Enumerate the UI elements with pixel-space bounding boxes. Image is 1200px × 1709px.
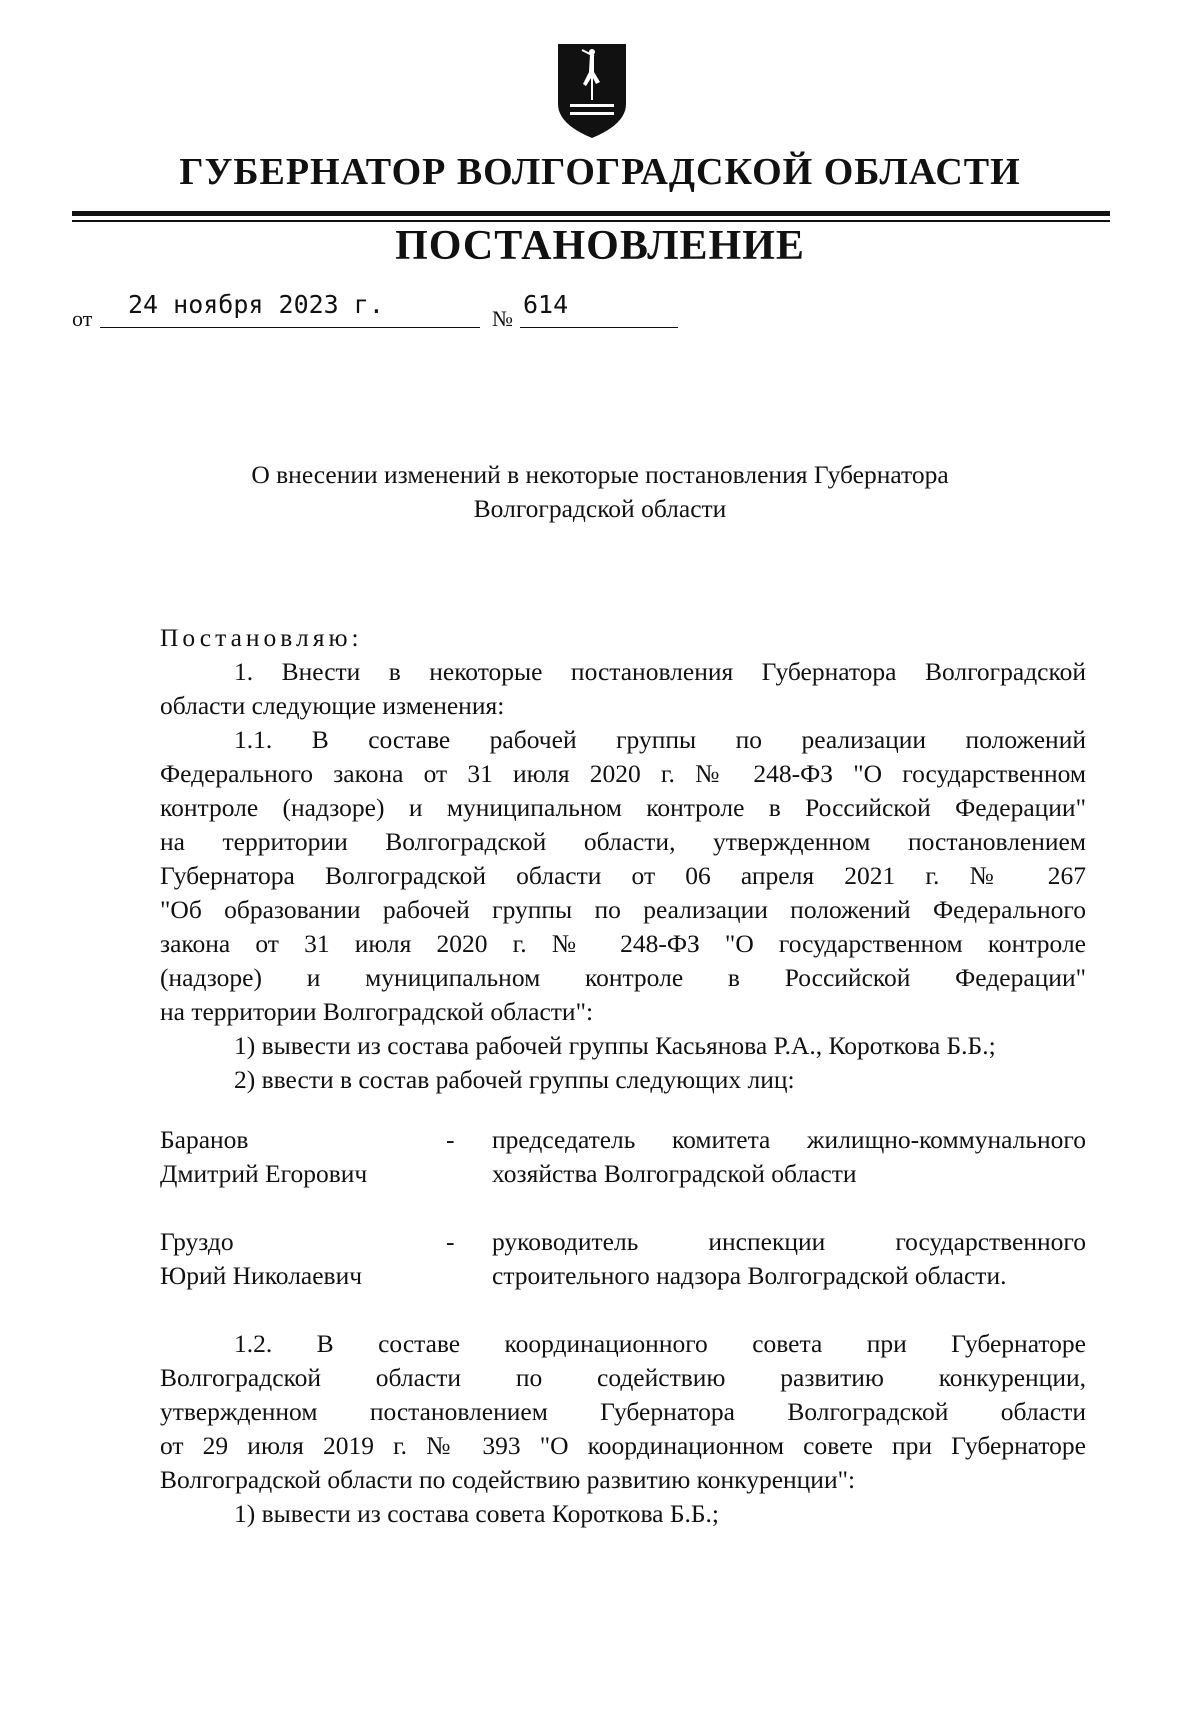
person-name: Юрий Николаевич bbox=[160, 1261, 363, 1290]
paragraph-line: (надзоре) и муниципальном контроле в Российской Федерации" bbox=[160, 963, 1086, 992]
number-label: № bbox=[492, 306, 513, 331]
paragraph-line: Федерального закона от 31 июля 2020 г. № 248-ФЗ "О государственном bbox=[160, 759, 1086, 788]
number-value: 614 bbox=[523, 290, 569, 319]
authority-title: ГУБЕРНАТОР ВОЛГОГРАДСКОЙ ОБЛАСТИ bbox=[179, 151, 1021, 193]
person-role: хозяйства Волгоградской области bbox=[492, 1159, 857, 1188]
number-underline bbox=[520, 327, 678, 328]
paragraph-line: области следующие изменения: bbox=[160, 691, 505, 720]
volgograd-coat-of-arms-icon bbox=[556, 42, 628, 140]
person-role: председатель комитета жилищно-коммунального bbox=[492, 1125, 1086, 1154]
paragraph-line: на территории Волгоградской области, утвержденном постановлением bbox=[160, 827, 1086, 856]
paragraph-line: на территории Волгоградской области": bbox=[160, 997, 594, 1026]
person-name: Дмитрий Егорович bbox=[160, 1159, 368, 1188]
paragraph-line: 1. Внести в некоторые постановления Губернатора Волгоградской bbox=[234, 657, 1086, 686]
person-role: руководитель инспекции государственного bbox=[492, 1227, 1086, 1256]
person-surname: Груздо bbox=[160, 1227, 234, 1256]
paragraph-line: закона от 31 июля 2020 г. № 248-ФЗ "О государственном контроле bbox=[160, 929, 1086, 958]
person-entry bbox=[160, 1123, 1086, 1191]
paragraph-line: 1.1. В составе рабочей группы по реализации положений bbox=[234, 725, 1086, 754]
paragraph-line: Губернатора Волгоградской области от 06 апреля 2021 г. № 267 bbox=[160, 861, 1086, 890]
person-surname: Баранов bbox=[160, 1125, 249, 1154]
subject-line: О внесении изменений в некоторые постановления Губернатора bbox=[251, 460, 949, 489]
header-rule-thick bbox=[72, 211, 1110, 216]
list-item: 1) вывести из состава рабочей группы Касьянова Р.А., Короткова Б.Б.; bbox=[234, 1031, 996, 1060]
subject-line: Волгоградской области bbox=[473, 494, 727, 523]
date-underline bbox=[100, 327, 480, 328]
document-body bbox=[160, 621, 1086, 1531]
paragraph-line: контроле (надзоре) и муниципальном контроле в Российской Федерации" bbox=[160, 793, 1086, 822]
paragraph-line: "Об образовании рабочей группы по реализации положений Федерального bbox=[160, 895, 1086, 924]
person-dash: - bbox=[446, 1125, 455, 1154]
resolve-word: Постановляю: bbox=[160, 623, 363, 652]
document-type: ПОСТАНОВЛЕНИЕ bbox=[395, 223, 805, 269]
document-subject bbox=[160, 458, 1040, 526]
list-item: 1) вывести из состава совета Короткова Б.Б.; bbox=[234, 1499, 719, 1528]
date-value: 24 ноября 2023 г. bbox=[128, 290, 384, 319]
paragraph-line: Волгоградской области по содействию развитию конкуренции, bbox=[160, 1363, 1086, 1392]
paragraph-line: Волгоградской области по содействию развитию конкуренции": bbox=[160, 1465, 856, 1494]
person-dash: - bbox=[446, 1227, 455, 1256]
person-entry bbox=[160, 1225, 1086, 1293]
paragraph-line: утвержденном постановлением Губернатора Волгоградской области bbox=[160, 1397, 1086, 1426]
list-item: 2) ввести в состав рабочей группы следующих лиц: bbox=[234, 1065, 795, 1094]
person-role: строительного надзора Волгоградской области. bbox=[492, 1261, 1007, 1290]
paragraph-line: от 29 июля 2019 г. № 393 "О координационном совете при Губернаторе bbox=[160, 1431, 1086, 1460]
date-label: от bbox=[72, 306, 93, 331]
paragraph-line: 1.2. В составе координационного совета при Губернаторе bbox=[234, 1329, 1086, 1358]
